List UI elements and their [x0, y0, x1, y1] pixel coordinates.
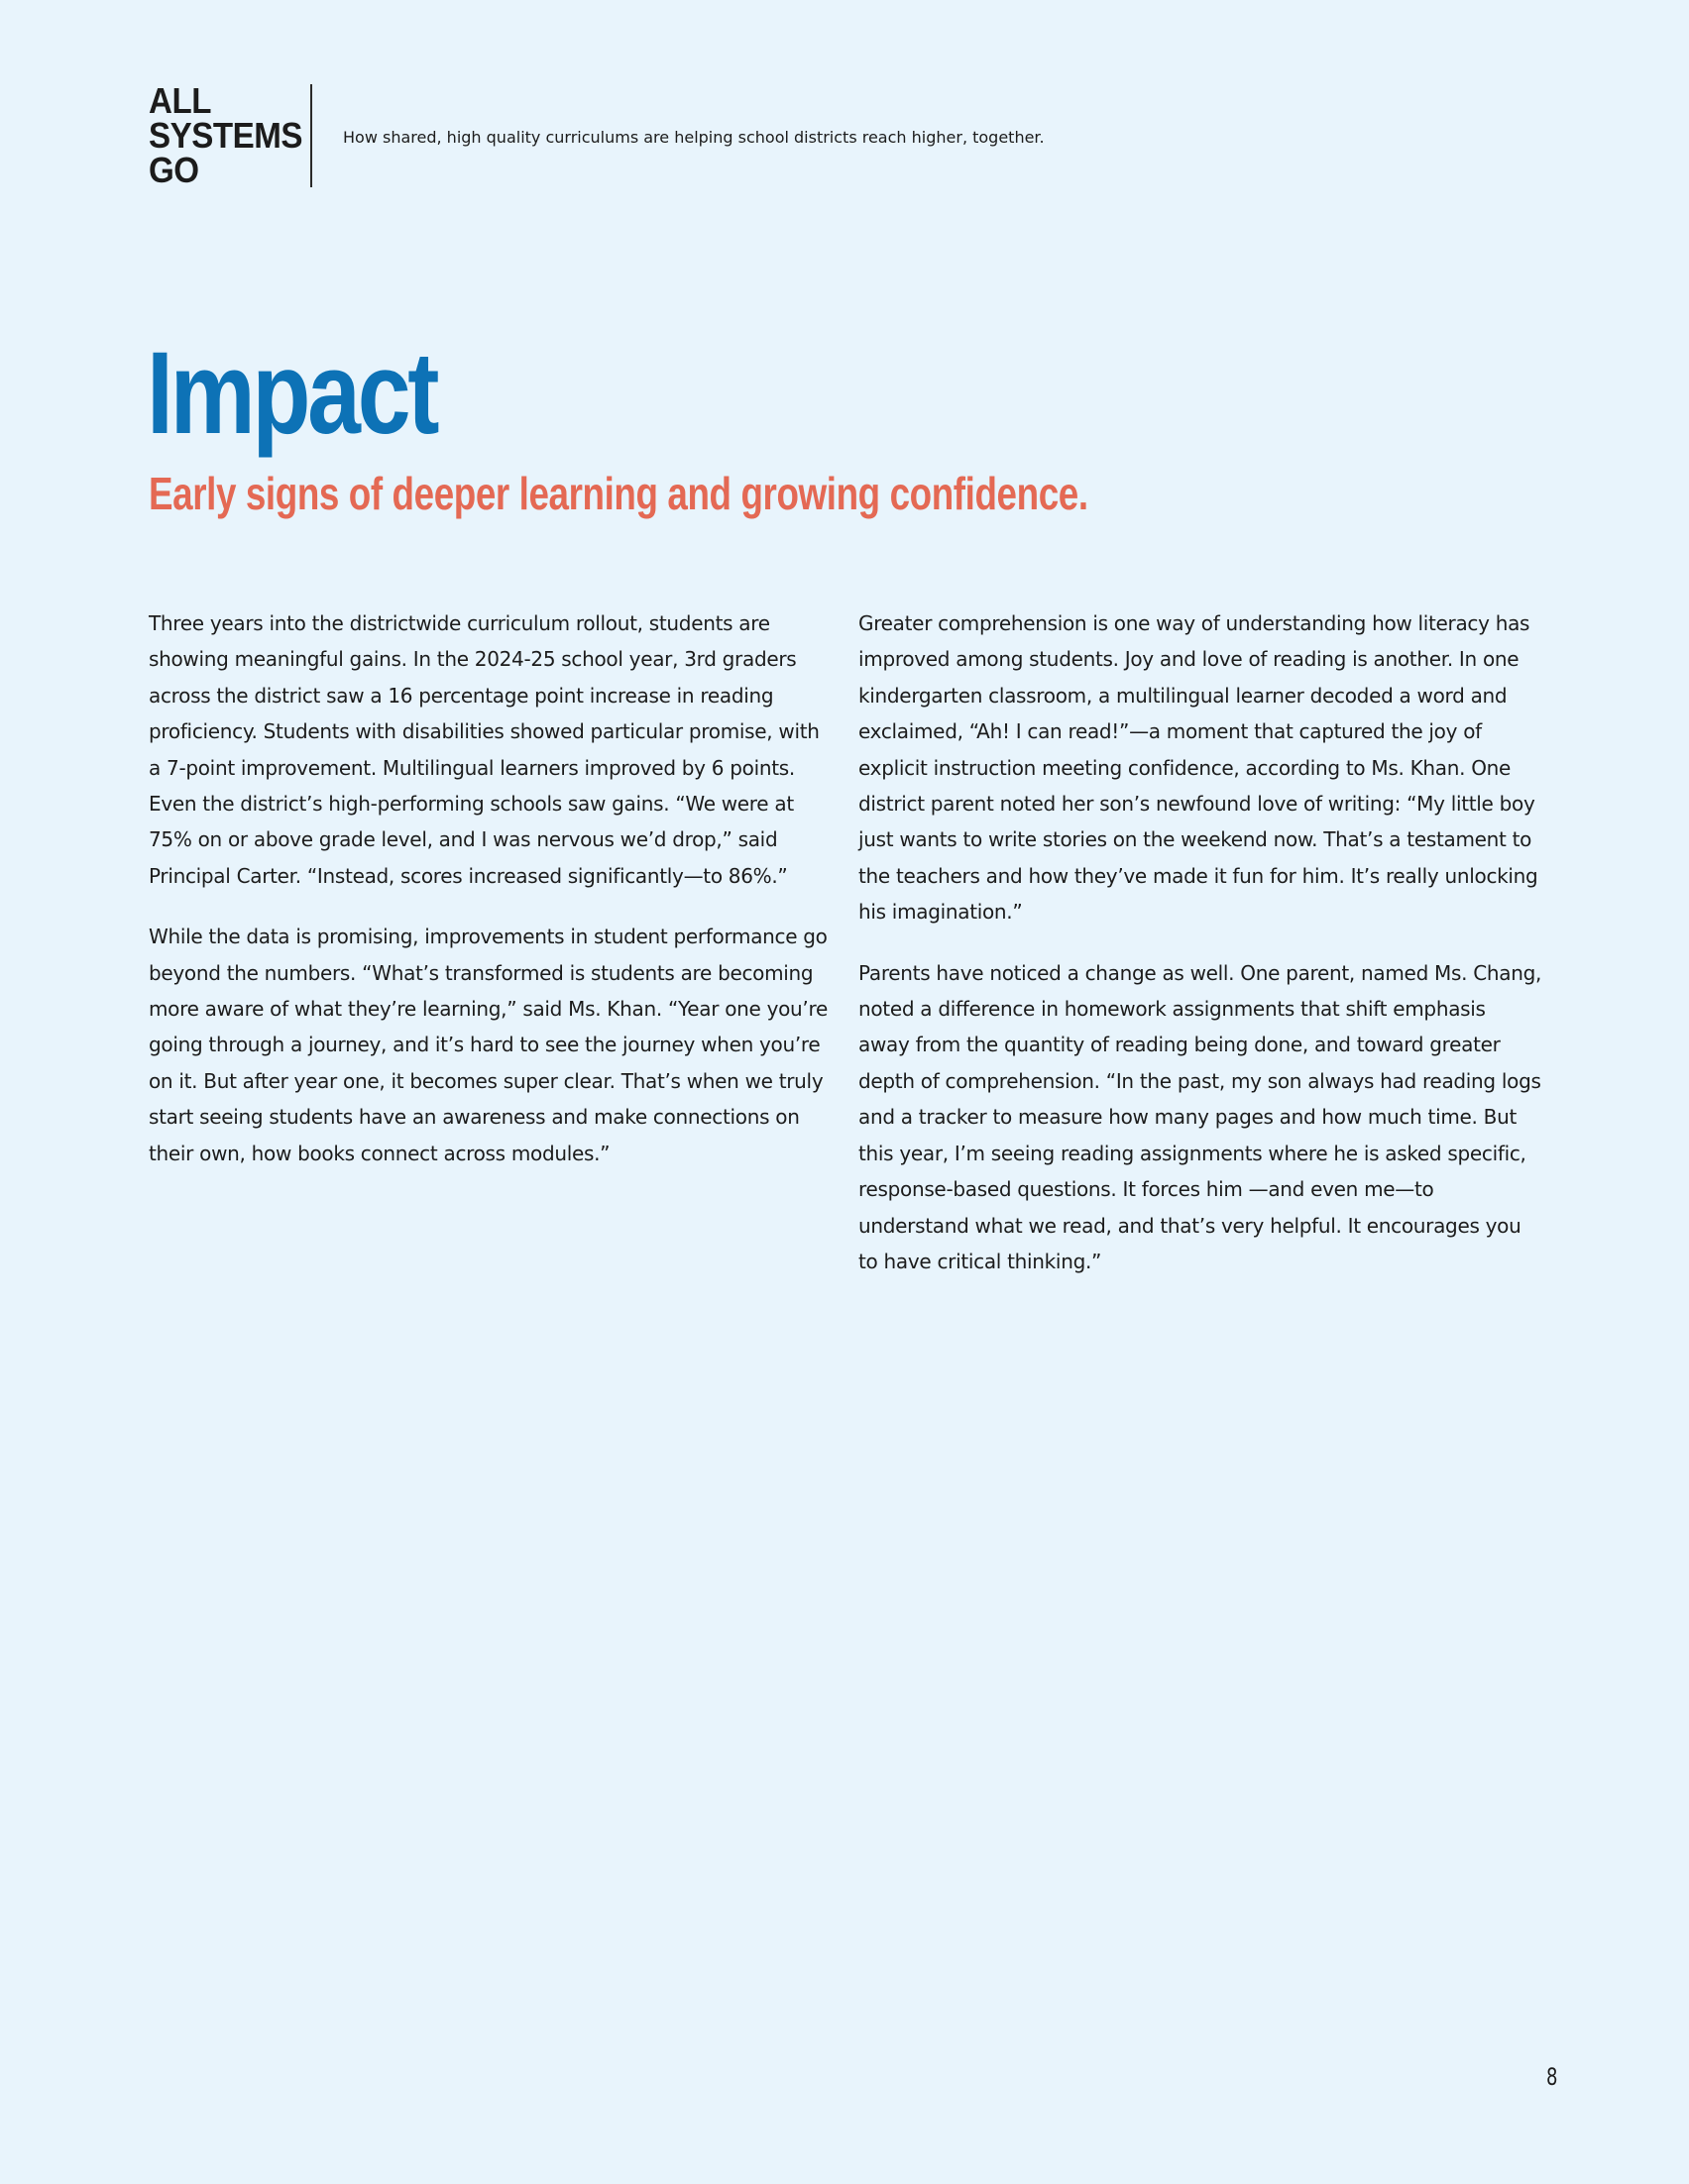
left-paragraph-1: Three years into the districtwide curriculum rollout, students are showing meaningful gains. In the 2024-25 school year, 3rd graders across the district saw a 16 percentage point increase in reading proficiency. Students with disabilities showed particular promise, with a 7-point improvement. Multilingual learners improved by 6 points. Even the district’s high-performing schools saw gains. “We were at 75% on or above grade level, and I was nervous we’d drop,” said Principal Carter. “Instead, scores increased significantly—to 86%.” [149, 611, 820, 888]
header [149, 80, 1045, 190]
page-number: 8 [1546, 2063, 1558, 2091]
left-column [149, 605, 833, 1196]
header-divider [310, 84, 312, 187]
logo-line-1: ALL [149, 80, 212, 121]
right-column [858, 605, 1542, 1304]
page-subtitle: Early signs of deeper learning and growing confidence. [149, 468, 1088, 519]
logo [149, 80, 303, 190]
logo-line-2: SYSTEMS [149, 115, 303, 156]
page-title: Impact [147, 328, 437, 459]
header-tagline: How shared, high quality curriculums are helping school districts reach higher, together. [343, 128, 1045, 147]
logo-line-3: GO [149, 150, 199, 190]
right-paragraph-2: Parents have noticed a change as well. One parent, named Ms. Chang, noted a difference in homework assignments that shift emphasis away from the quantity of reading being done, and toward greater depth of comprehension. “In the past, my son always had reading logs and a tracker to measure how many pages and how much time. But this year, I’m seeing reading assignments where he is asked specific, response-based questions. It forces him —and even me—to understand what we read, and that’s very helpful. It encourages you to have critical thinking.” [858, 960, 1542, 1273]
right-paragraph-1: Greater comprehension is one way of understanding how literacy has improved among students. Joy and love of reading is another. In one kindergarten classroom, a multilingual learner decoded a word and exclaimed, “Ah! I can read!”—a moment that captured the joy of explicit instruction meeting confidence, according to Ms. Khan. One district parent noted her son’s newfound love of writing: “My little boy just wants to write stories on the weekend now. That’s a testament to the teachers and how they’ve made it fun for him. It’s really unlocking his imagination.” [858, 611, 1538, 925]
left-paragraph-2: While the data is promising, improvements in student performance go beyond the numbers. “What’s transformed is students are becoming more aware of what they’re learning,” said Ms. Khan. “Year one you’re going through a journey, and it’s hard to see the journey when you’re on it. But after year one, it becomes super clear. That’s when we truly start seeing students have an awareness and make connections on their own, how books connect across modules.” [149, 925, 828, 1165]
